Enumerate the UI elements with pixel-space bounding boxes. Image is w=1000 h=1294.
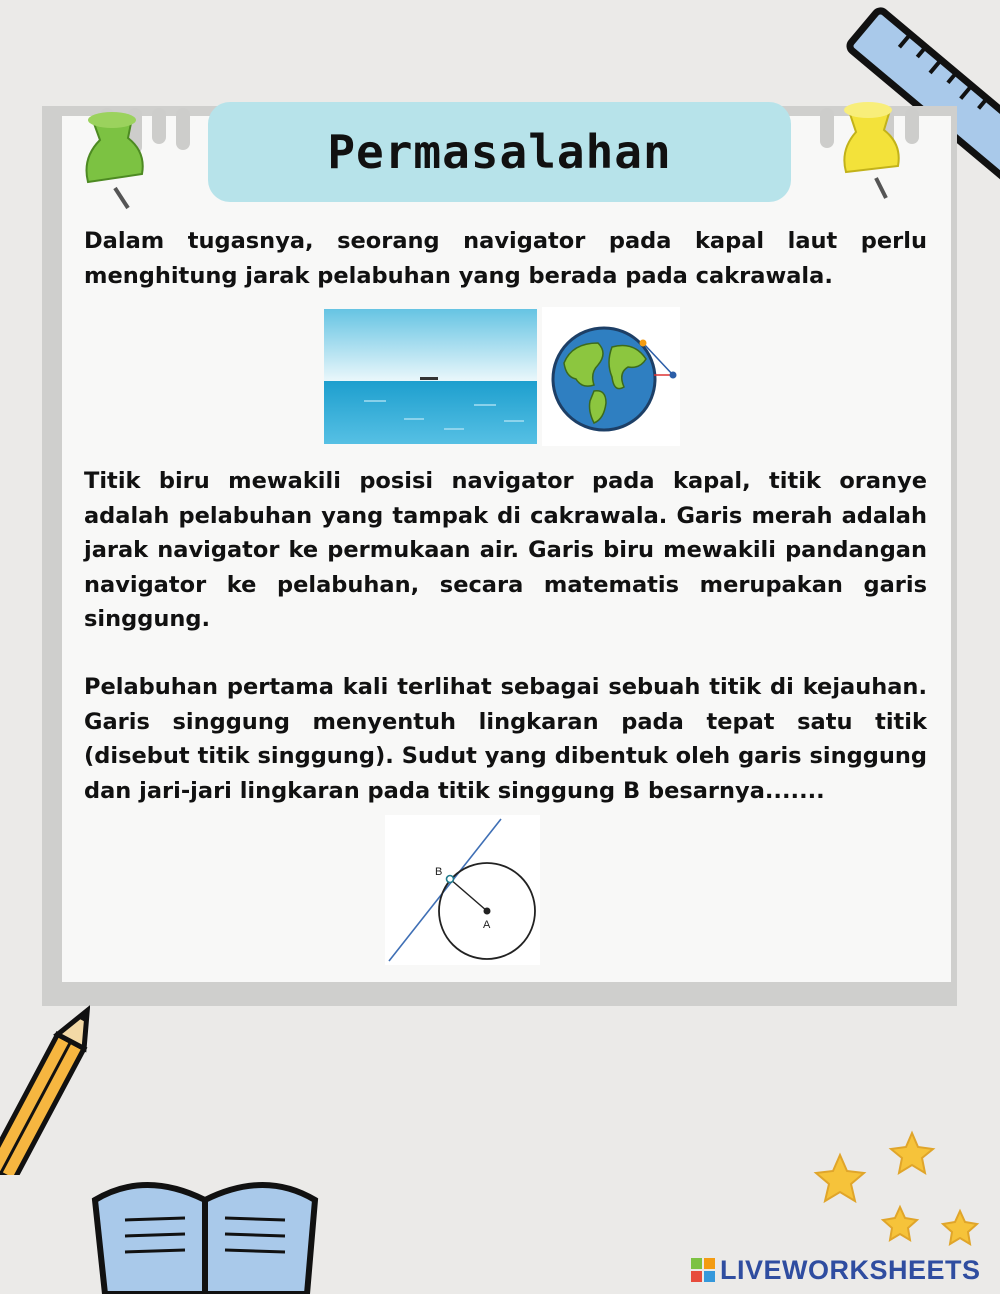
liveworksheets-logo-icon [690, 1257, 716, 1283]
stars-decoration [800, 1125, 990, 1255]
tangent-diagram-svg [385, 815, 540, 965]
tangent-circle-diagram [385, 815, 540, 965]
page-title: Permasalahan [327, 125, 672, 179]
label-b: B [435, 866, 443, 878]
pencil-decoration [0, 1005, 90, 1175]
open-book-decoration [85, 1160, 325, 1294]
tangent-line [389, 819, 501, 961]
center-point-a [484, 908, 491, 915]
earth-tangent-image [542, 307, 680, 446]
sea-horizon-image [324, 309, 537, 444]
green-pushpin-icon [70, 108, 160, 218]
liveworksheets-logo[interactable] [690, 1254, 981, 1286]
tangent-point-b [447, 876, 454, 883]
title-banner [208, 102, 791, 202]
yellow-pushpin-icon [820, 100, 920, 210]
question-paragraph: Pelabuhan pertama kali terlihat sebagai sebuah titik di kejauhan. Garis singgung menyentuh lingkaran pada tepat satu titik (disebut titik singgung). Sudut yang dibentuk oleh garis singgung dan jari-jari lingkaran pada titik singgung B besarnya....... [84, 674, 927, 804]
label-a: A [483, 919, 491, 931]
explanation-paragraph: Titik biru mewakili posisi navigator pada kapal, titik oranye adalah pelabuhan yang tampak di cakrawala. Garis merah adalah jarak navigator ke permukaan air. Garis biru mewakili pandangan navigator ke pelabuhan, secara matematis merupakan garis singgung. [84, 468, 927, 632]
liveworksheets-wordmark: LIVEWORKSHEETS [720, 1254, 981, 1285]
intro-paragraph: Dalam tugasnya, seorang navigator pada kapal laut perlu menghitung jarak pelabuhan yang berada pada cakrawala. [84, 228, 927, 289]
radius-line [450, 879, 487, 911]
